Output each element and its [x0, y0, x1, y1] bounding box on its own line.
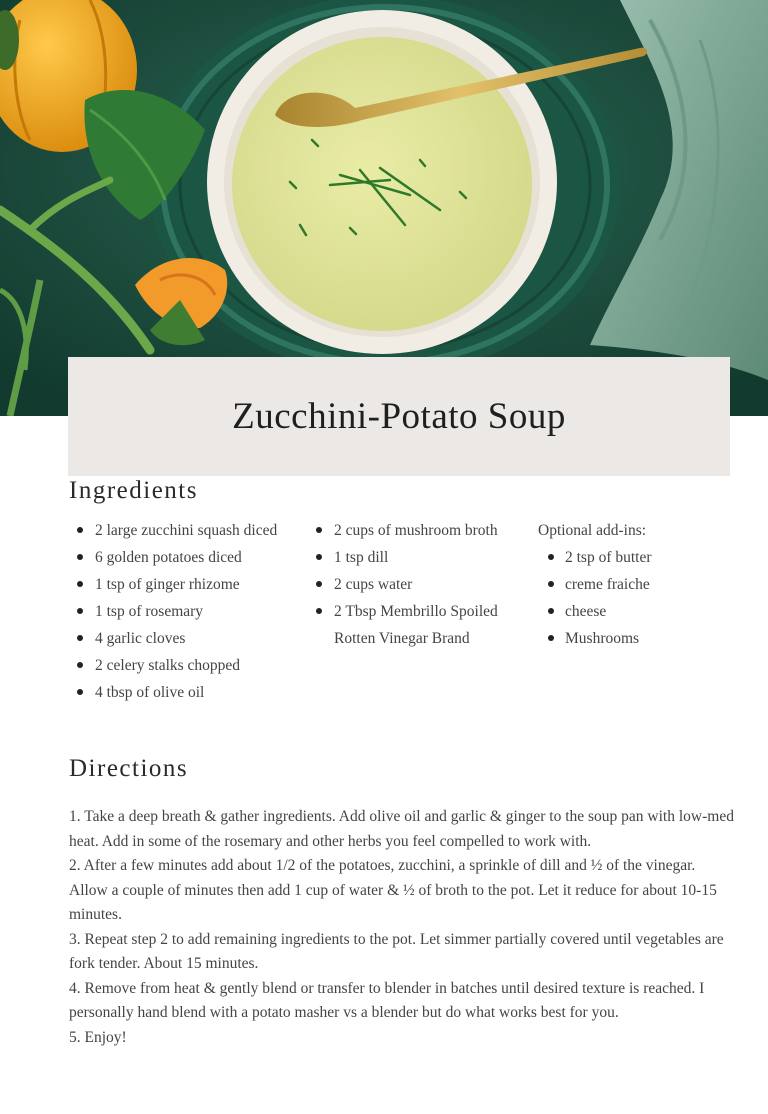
direction-step: 5. Enjoy!	[69, 1028, 127, 1046]
recipe-title: Zucchini-Potato Soup	[232, 396, 566, 437]
ingredient-item: 2 cups of mushroom broth	[308, 517, 518, 544]
optional-item: creme fraiche	[538, 571, 738, 598]
optional-item: 2 tsp of butter	[538, 544, 738, 571]
ingredients-column-1	[69, 517, 289, 706]
direction-step: 4. Remove from heat & gently blend or transfer to blender in batches until desired texture is reached. I personally hand blend with a potato masher vs a blender but do what works best for you.	[69, 979, 705, 1021]
direction-step: 2. After a few minutes add about 1/2 of the potatoes, zucchini, a sprinkle of dill and ½ of the vinegar. Allow a couple of minutes then add 1 cup of water & ½ of broth to the pot. Let it reduce for about 10-15 minutes.	[69, 857, 717, 923]
ingredient-item: 6 golden potatoes diced	[69, 544, 289, 571]
ingredient-item: 1 tsp of ginger rhizome	[69, 571, 289, 598]
direction-step: 3. Repeat step 2 to add remaining ingredients to the pot. Let simmer partially covered until vegetables are fork tender. About 15 minutes.	[69, 930, 724, 972]
ingredient-item: 4 tbsp of olive oil	[69, 679, 289, 706]
hero-photo	[0, 0, 768, 416]
optional-addins-column	[538, 517, 738, 652]
ingredient-item: 2 cups water	[308, 571, 518, 598]
optional-addins-label: Optional add-ins:	[538, 522, 647, 539]
directions-heading: Directions	[69, 755, 189, 782]
ingredient-item: 4 garlic cloves	[69, 625, 289, 652]
ingredients-column-2	[308, 517, 518, 652]
ingredient-item: 2 celery stalks chopped	[69, 652, 289, 679]
ingredient-item: 1 tsp dill	[308, 544, 518, 571]
directions-body	[69, 805, 734, 1050]
optional-item: cheese	[538, 598, 738, 625]
title-card	[68, 357, 730, 476]
ingredient-item: 2 Tbsp Membrillo Spoiled Rotten Vinegar Brand	[308, 598, 518, 652]
optional-item: Mushrooms	[538, 625, 738, 652]
ingredient-item: 1 tsp of rosemary	[69, 598, 289, 625]
ingredient-item: 2 large zucchini squash diced	[69, 517, 289, 544]
ingredients-heading: Ingredients	[69, 477, 198, 504]
direction-step: 1. Take a deep breath & gather ingredients. Add olive oil and garlic & ginger to the soup pan with low-med heat. Add in some of the rosemary and other herbs you feel compelled to work with.	[69, 808, 734, 850]
